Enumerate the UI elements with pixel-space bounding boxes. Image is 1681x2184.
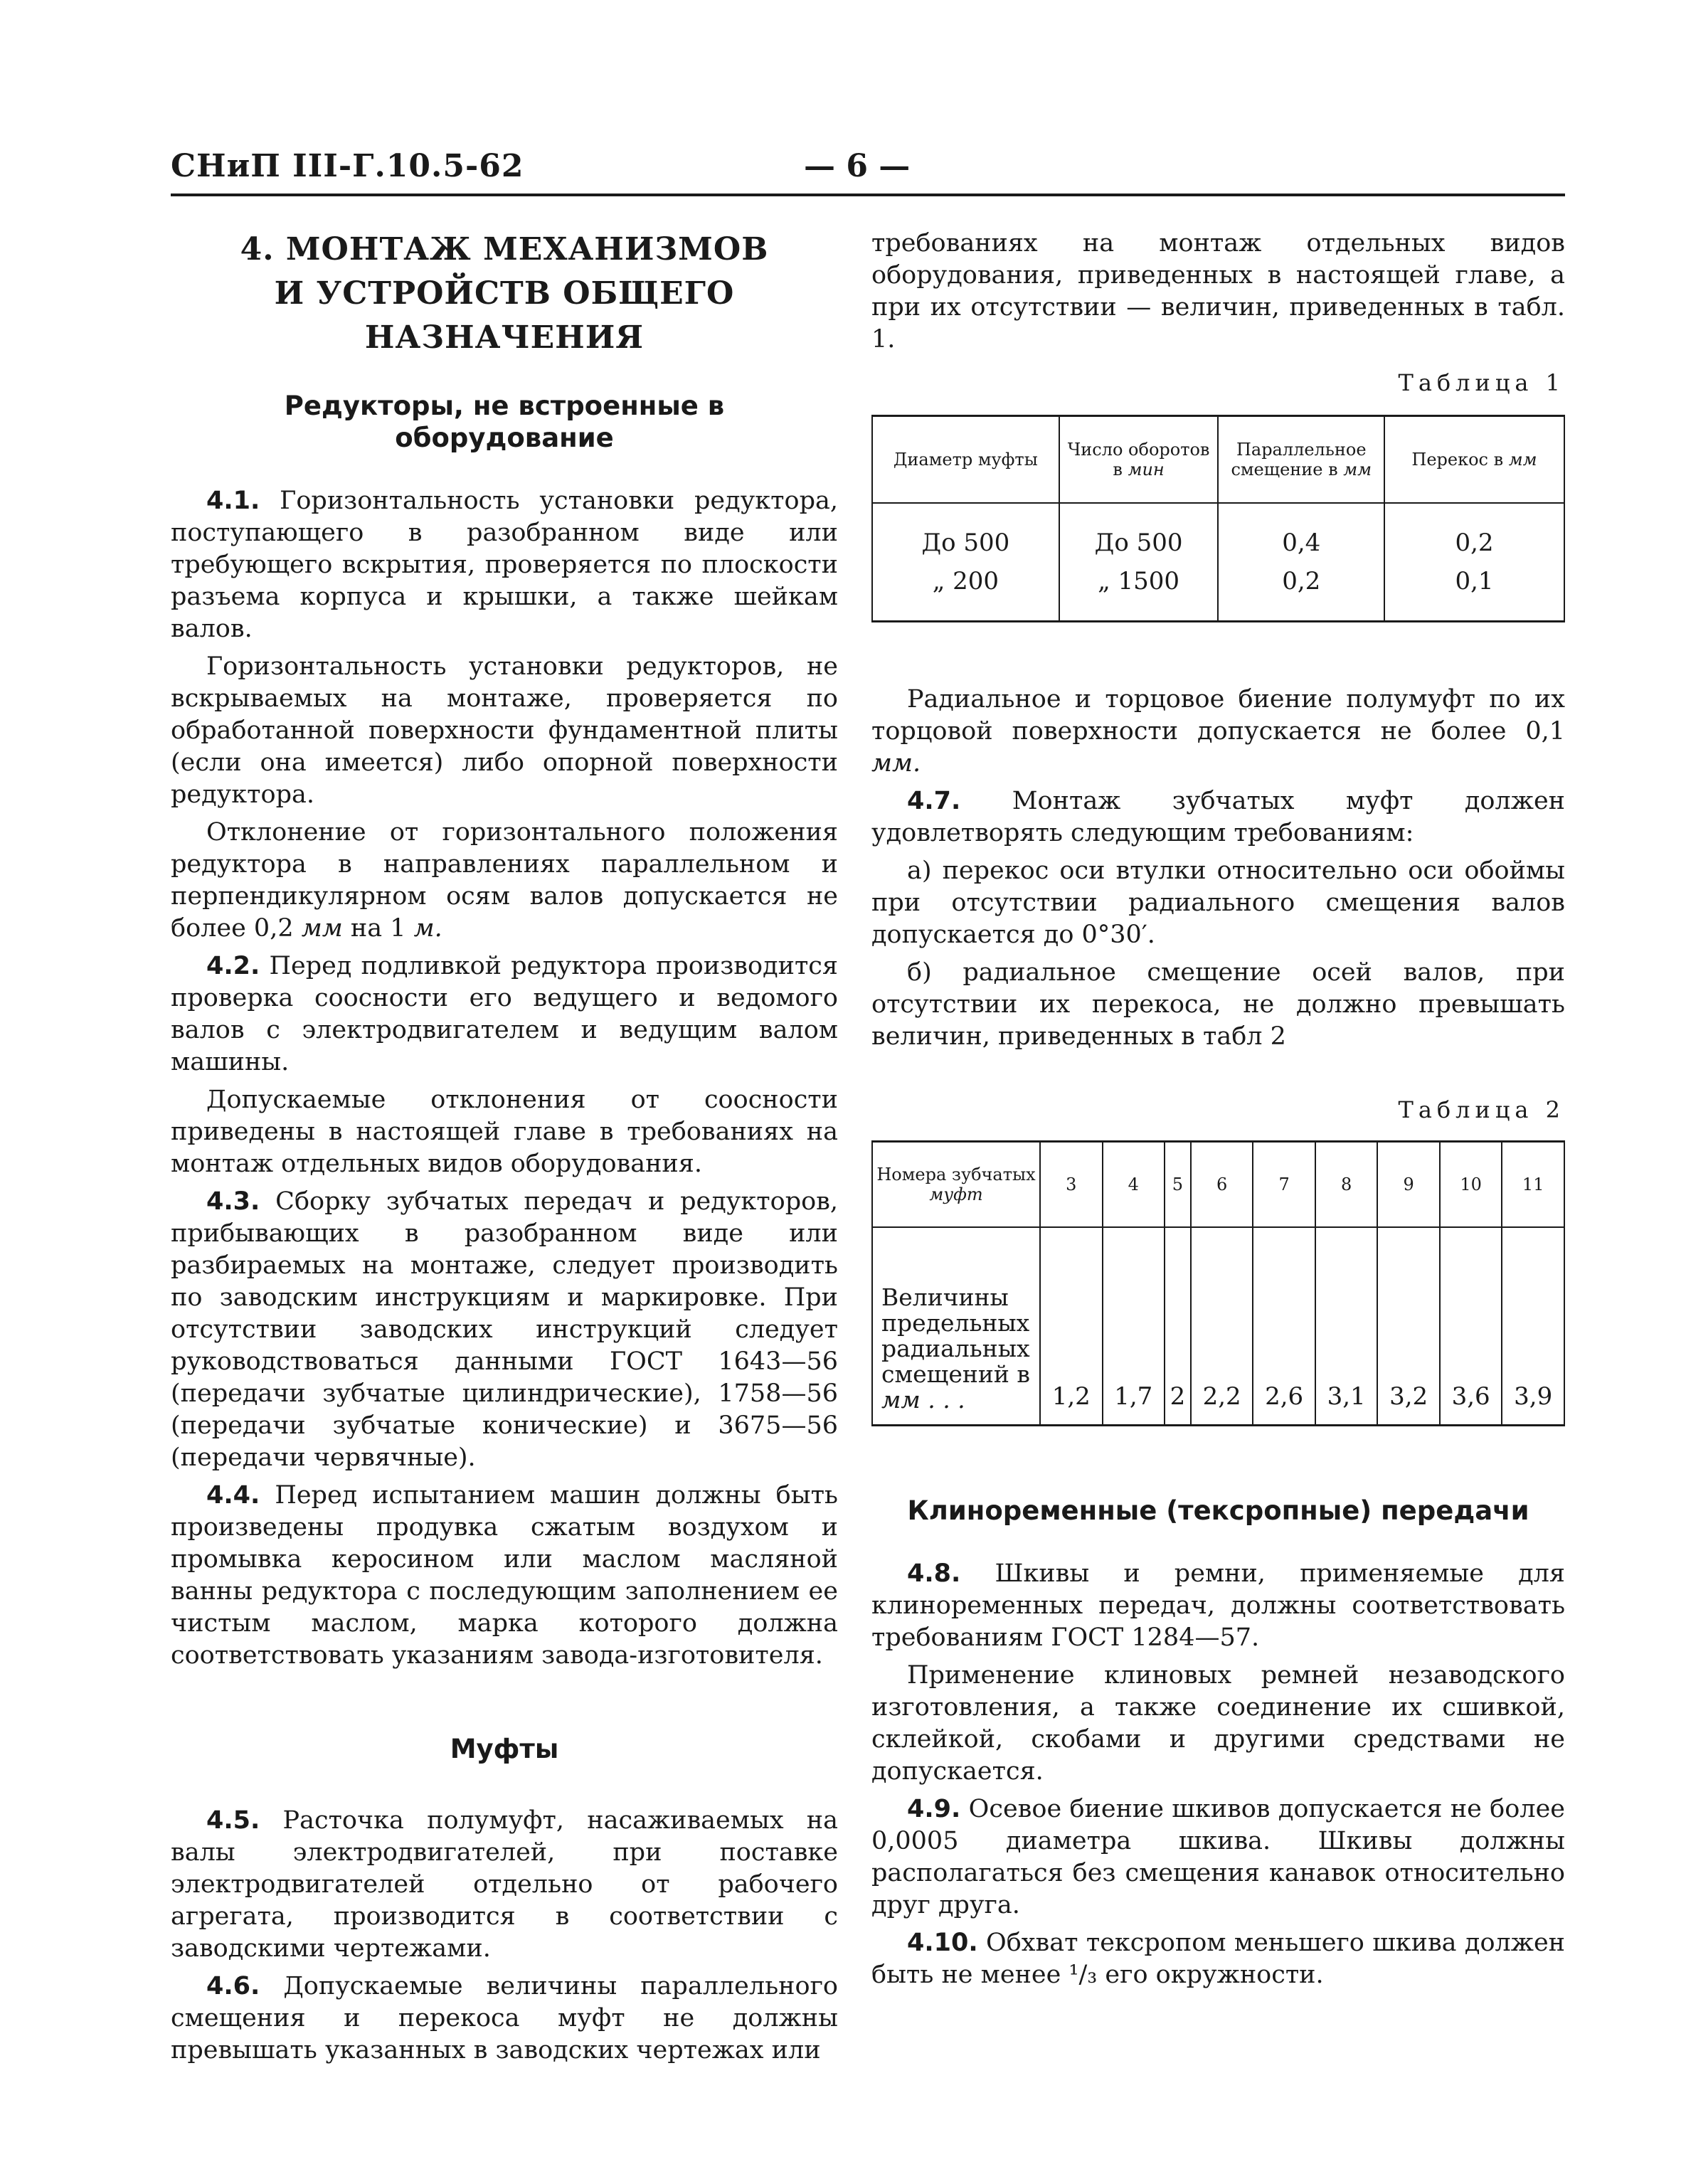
subheading-reducers: Редукторы, не встроенные в оборудование: [284, 391, 725, 453]
table-header-cell: 5: [1165, 1142, 1191, 1228]
paragraph-text: Осевое биение шкивов допускается не более 0,0005 диаметра шкива. Шкивы должны располагаться без смещения канавок относительно друг друга.: [871, 1795, 1565, 1919]
paragraph-4-2: [171, 950, 838, 1078]
paragraph-number: 4.2.: [206, 952, 260, 980]
table-header-cell: 7: [1253, 1142, 1315, 1228]
table-header-cell: Параллельное смещение в мм: [1218, 416, 1384, 504]
table-cell: 1,7: [1103, 1227, 1165, 1426]
table-2: [871, 1140, 1565, 1426]
table-cell: 0,2: [1218, 562, 1384, 622]
table-cell: 3,1: [1315, 1227, 1378, 1426]
table-cell: 2,2: [1191, 1227, 1253, 1426]
table-header-cell: 9: [1377, 1142, 1440, 1228]
table-cell: 3,2: [1377, 1227, 1440, 1426]
section-title-line2: И УСТРОЙСТВ ОБЩЕГО НАЗНАЧЕНИЯ: [274, 275, 735, 356]
table-cell: 0,1: [1384, 562, 1564, 622]
table-1: [871, 415, 1565, 622]
paragraph-text: Радиальное и торцовое биение полумуфт по их торцовой поверхности допускается не более 0,1: [871, 685, 1565, 746]
paragraph-4-1: [171, 485, 838, 645]
table-header-cell: Перекос в мм: [1384, 416, 1564, 504]
paragraph-number: 4.8.: [907, 1559, 961, 1588]
paragraph-text: Монтаж зубчатых муфт должен удовлетворять следующим требованиям:: [871, 787, 1565, 847]
table-header-cell: 8: [1315, 1142, 1378, 1228]
subheading-vbelt-drives: Клиноременные (тексропные) передачи: [907, 1495, 1529, 1526]
table2-caption: Таблица 2: [1398, 1096, 1565, 1123]
paragraph-text: Обхват тексропом меньшего шкива должен быть не менее ¹/₃ его окружности.: [871, 1929, 1565, 1989]
paragraph-4-6: [171, 1971, 838, 2067]
paragraph-number: 4.6.: [206, 1972, 260, 2000]
paragraph-text: Шкивы и ремни, применяемые для клиноременных передач, должны соответствовать требованиям ГОСТ 1284—57.: [871, 1559, 1565, 1652]
paragraph-number: 4.7.: [907, 787, 961, 815]
table-header-cell: Диаметр муфты: [872, 416, 1059, 504]
paragraph-4-1-b: Горизонтальность установки редукторов, не вскрываемых на монтаже, проверяется по обработанной поверхности фундаментной плиты (если она имеется) либо опорной поверхности редуктора.: [171, 652, 838, 809]
table-row: [872, 562, 1564, 622]
paragraph-number: 4.4.: [206, 1481, 260, 1510]
table-header-row: [872, 1142, 1564, 1228]
table-header-cell: 6: [1191, 1142, 1253, 1228]
subheading-couplings: Муфты: [450, 1734, 559, 1764]
left-column: [171, 228, 838, 2072]
table-cell: 1,2: [1040, 1227, 1103, 1426]
paragraph-4-10: [871, 1927, 1565, 1991]
table-cell: 0,2: [1384, 503, 1564, 562]
table-header-cell: 3: [1040, 1142, 1103, 1228]
paragraph-4-7-a: а) перекос оси втулки относительно оси обоймы при отсутствии радиального смещения валов допускается до 0°30′.: [871, 857, 1565, 949]
paragraph-4-5: [171, 1805, 838, 1965]
paragraph-text: на 1: [350, 914, 406, 943]
paragraph-text: Перед испытанием машин должны быть произведены продувка сжатым воздухом и промывка керосином или маслом масляной ванны редуктора с последующим заполнением ее чистым маслом, марка которого должна соответствовать указаниям завода-изготовителя.: [171, 1481, 838, 1670]
table-cell: Величины предельных радиальных смещений в мм . . .: [872, 1227, 1040, 1426]
table-cell: „ 200: [872, 562, 1059, 622]
unit: м.: [413, 914, 442, 943]
table-header-cell: Номера зубчатых муфт: [872, 1142, 1040, 1228]
paragraph-number: 4.5.: [206, 1806, 260, 1835]
table-cell: 2: [1165, 1227, 1191, 1426]
paragraph-text: Допускаемые величины параллельного смещения и перекоса муфт не должны превышать указанных в заводских чертежах или: [171, 1972, 838, 2064]
paragraph-number: 4.10.: [907, 1929, 978, 1957]
paragraph-4-6-b: [871, 684, 1565, 780]
unit: мм.: [871, 749, 921, 778]
table-cell: 3,6: [1440, 1227, 1502, 1426]
paragraph-4-7-b: б) радиальное смещение осей валов, при отсутствии их перекоса, не должно превышать величин, приведенных в табл 2: [871, 958, 1565, 1051]
paragraph-4-9: [871, 1793, 1565, 1921]
table-header-cell: 4: [1103, 1142, 1165, 1228]
table-cell: „ 1500: [1059, 562, 1219, 622]
table-cell: До 500: [1059, 503, 1219, 562]
header-rule: [171, 194, 1565, 196]
paragraph-4-3: [171, 1186, 838, 1474]
paragraph-number: 4.3.: [206, 1187, 260, 1216]
table-row: [872, 1227, 1564, 1426]
paragraph-4-2-b: Допускаемые отклонения от соосности приведены в настоящей главе в требованиях на монтаж отдельных видов оборудования.: [171, 1086, 838, 1178]
paragraph-4-7: [871, 785, 1565, 849]
document-code: СНиП III-Г.10.5-62: [171, 148, 524, 184]
paragraph-text: Перед подливкой редуктора производится проверка соосности его ведущего и ведомого валов с электродвигателем и ведущим валом машины.: [171, 952, 838, 1076]
right-column: [871, 228, 1565, 1997]
paragraph-text: Расточка полумуфт, насаживаемых на валы электродвигателей, при поставке электродвигателей отдельно от рабочего агрегата, производится в соответствии с заводскими чертежами.: [171, 1806, 838, 1963]
table-header-cell: Число оборотов в мин: [1059, 416, 1219, 504]
table-header-cell: 10: [1440, 1142, 1502, 1228]
table-cell: До 500: [872, 503, 1059, 562]
table-header-cell: 11: [1502, 1142, 1564, 1228]
paragraph-text: Отклонение от горизонтального положения редуктора в направлениях параллельном и перпендикулярном осям валов допускается не более 0,2: [171, 818, 838, 943]
table-cell: 2,6: [1253, 1227, 1315, 1426]
paragraph-4-8-b: Применение клиновых ремней незаводского изготовления, а также соединение их сшивкой, склейкой, скобами и другими средствами не допускается.: [871, 1661, 1565, 1786]
paragraph-4-8: [871, 1558, 1565, 1654]
unit: мм: [301, 914, 343, 943]
paragraph-text: Сборку зубчатых передач и редукторов, прибывающих в разобранном виде или разбираемых на монтаже, следует производить по заводским инструкциям и маркировке. При отсутствии заводских инструкций следует руководствоваться данными ГОСТ 1643—56 (передачи зубчатые цилиндрические), 1758—56 (передачи зубчатые конические) и 3675—56 (передачи червячные).: [171, 1187, 838, 1472]
paragraph-number: 4.9.: [907, 1795, 961, 1823]
section-title-line1: 4. МОНТАЖ МЕХАНИЗМОВ: [240, 231, 769, 267]
table-cell: 3,9: [1502, 1227, 1564, 1426]
paragraph-text: Горизонтальность установки редуктора, поступающего в разобранном виде или требующего вскрытия, проверяется по плоскости разъема корпуса и крышки, а также шейкам валов.: [171, 487, 838, 643]
paragraph-number: 4.1.: [206, 487, 260, 515]
paragraph-4-4: [171, 1480, 838, 1672]
table-row: [872, 503, 1564, 562]
table-header-row: [872, 416, 1564, 504]
paragraph-4-1-c: [171, 817, 838, 945]
table-cell: 0,4: [1218, 503, 1384, 562]
table1-caption: Таблица 1: [1398, 369, 1565, 396]
page-number: — 6 —: [804, 148, 911, 184]
paragraph-4-6-continued: требованиях на монтаж отдельных видов оборудования, приведенных в настоящей главе, а при их отсутствии — величин, приведенных в табл. 1.: [871, 229, 1565, 354]
